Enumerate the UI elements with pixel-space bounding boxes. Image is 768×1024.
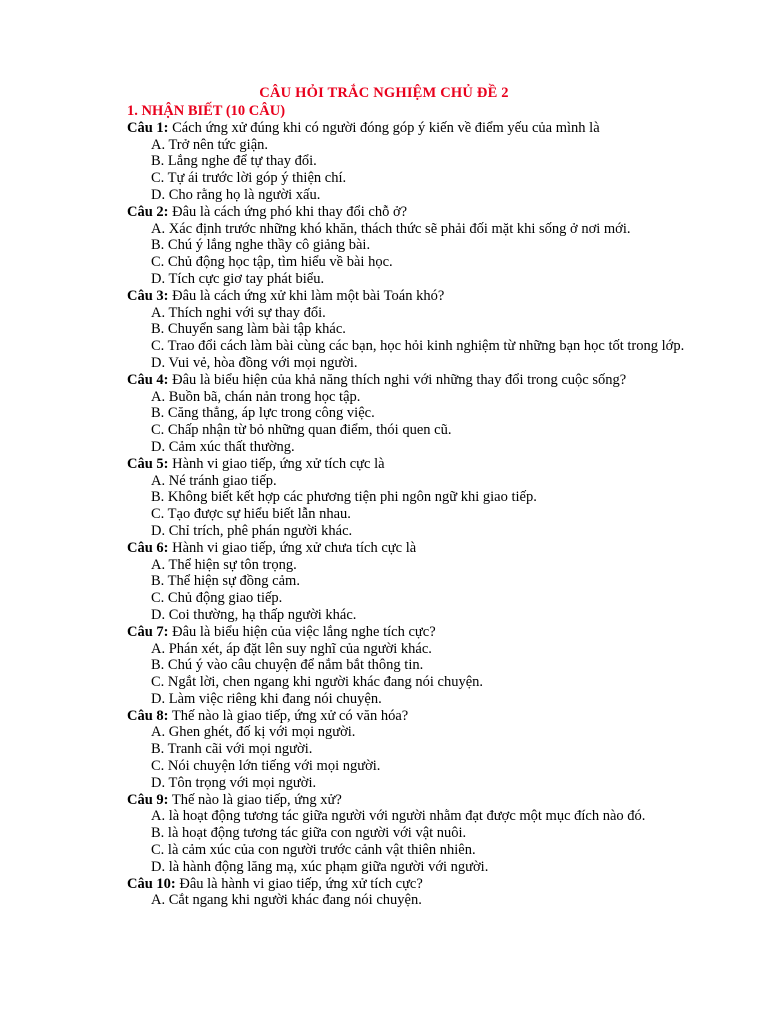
question-text: Thế nào là giao tiếp, ứng xử? [171,791,342,808]
answer-option: B. Tranh cãi với mọi người. [151,741,313,758]
answer-option: C. Ngắt lời, chen ngang khi người khác đang nói chuyện. [151,674,484,691]
question-item [127,792,707,876]
question-list [127,120,707,909]
question-stem [127,372,707,389]
answer-option: C. là cảm xúc của con người trước cảnh vật thiên nhiên. [151,842,476,859]
question-stem [127,456,707,473]
question-item [127,372,707,456]
answer-option: D. là hành động lăng mạ, xúc phạm giữa người với người. [151,858,489,875]
question-text: Đâu là biểu hiện của việc lắng nghe tích cực? [172,623,436,640]
answer-option: A. là hoạt động tương tác giữa người với người nhằm đạt được một mục đích nào đó. [151,808,646,825]
answer-option: A. Buồn bã, chán nản trong học tập. [151,388,361,405]
answer-option: C. Tạo được sự hiểu biết lẫn nhau. [151,506,351,523]
answer-option: B. Thể hiện sự đồng cảm. [151,573,300,590]
question-stem [127,120,707,137]
question-label: Câu 7: [127,623,169,640]
answer-option: C. Chủ động giao tiếp. [151,590,283,607]
answer-option: C. Tự ái trước lời góp ý thiện chí. [151,170,347,187]
answer-option: B. Lắng nghe để tự thay đổi. [151,153,317,170]
question-label: Câu 4: [127,371,169,388]
question-label: Câu 8: [127,707,169,724]
answer-option: B. là hoạt động tương tác giữa con người với vật nuôi. [151,825,467,842]
question-text: Hành vi giao tiếp, ứng xử chưa tích cực là [172,539,417,556]
answer-option: D. Làm việc riêng khi đang nói chuyện. [151,690,382,707]
answer-option: A. Né tránh giao tiếp. [151,472,277,489]
question-label: Câu 3: [127,287,169,304]
section-heading: 1. NHẬN BIẾT (10 CÂU) [127,103,286,119]
question-text: Đâu là cách ứng phó khi thay đổi chỗ ở? [172,203,408,220]
question-item [127,708,707,792]
answer-option: C. Chấp nhận từ bỏ những quan điểm, thói quen cũ. [151,422,452,439]
document-title: CÂU HỎI TRẮC NGHIỆM CHỦ ĐỀ 2 [259,85,509,101]
question-label: Câu 5: [127,455,169,472]
question-item [127,876,707,910]
question-item [127,624,707,708]
answer-option: C. Chủ động học tập, tìm hiểu về bài học. [151,254,393,271]
question-stem [127,876,707,893]
document-content [127,103,707,909]
answer-option: D. Chỉ trích, phê phán người khác. [151,522,353,539]
answer-option: D. Cho rằng họ là người xấu. [151,186,321,203]
question-text: Cách ứng xử đúng khi có người đóng góp ý kiến về điểm yếu của mình là [172,119,600,136]
answer-option: A. Xác định trước những khó khăn, thách thức sẽ phải đối mặt khi sống ở nơi mới. [151,220,631,237]
answer-option: D. Tích cực giơ tay phát biểu. [151,270,325,287]
question-label: Câu 10: [127,875,176,892]
answer-option: A. Phán xét, áp đặt lên suy nghĩ của người khác. [151,640,432,657]
answer-option: C. Nói chuyện lớn tiếng với mọi người. [151,758,381,775]
question-text: Thế nào là giao tiếp, ứng xử có văn hóa? [171,707,409,724]
answer-option: C. Trao đổi cách làm bài cùng các bạn, học hỏi kinh nghiệm từ những bạn học tốt trong lớp. [151,338,685,355]
answer-option: A. Thích nghi với sự thay đổi. [151,304,326,321]
answer-option: A. Trở nên tức giận. [151,136,269,153]
answer-option: A. Ghen ghét, đố kị với mọi người. [151,724,356,741]
question-stem [127,792,707,809]
question-item [127,456,707,540]
question-stem [127,540,707,557]
answer-option: B. Không biết kết hợp các phương tiện phi ngôn ngữ khi giao tiếp. [151,489,537,506]
question-item [127,120,707,204]
question-text: Đâu là biểu hiện của khả năng thích nghi với những thay đổi trong cuộc sống? [172,371,627,388]
question-item [127,288,707,372]
answer-option: D. Vui vẻ, hòa đồng với mọi người. [151,354,358,371]
question-label: Câu 6: [127,539,169,556]
answer-option: B. Chuyển sang làm bài tập khác. [151,321,346,338]
answer-option: B. Căng thẳng, áp lực trong công việc. [151,405,375,422]
answer-option: A. Thể hiện sự tôn trọng. [151,556,297,573]
question-label: Câu 9: [127,791,169,808]
question-stem [127,288,707,305]
question-text: Đâu là cách ứng xử khi làm một bài Toán khó? [172,287,445,304]
question-label: Câu 1: [127,119,169,136]
answer-option: A. Cắt ngang khi người khác đang nói chuyện. [151,892,422,909]
question-stem [127,708,707,725]
question-stem [127,204,707,221]
question-item [127,540,707,624]
answer-option: D. Tôn trọng với mọi người. [151,774,317,791]
answer-option: B. Chú ý lắng nghe thầy cô giảng bài. [151,237,371,254]
answer-option: D. Cảm xúc thất thường. [151,438,295,455]
question-text: Đâu là hành vi giao tiếp, ứng xử tích cực? [179,875,423,892]
question-stem [127,624,707,641]
question-label: Câu 2: [127,203,169,220]
question-item [127,204,707,288]
answer-option: D. Coi thường, hạ thấp người khác. [151,606,357,623]
answer-option: B. Chú ý vào câu chuyện để nắm bắt thông tin. [151,657,424,674]
question-text: Hành vi giao tiếp, ứng xử tích cực là [172,455,385,472]
